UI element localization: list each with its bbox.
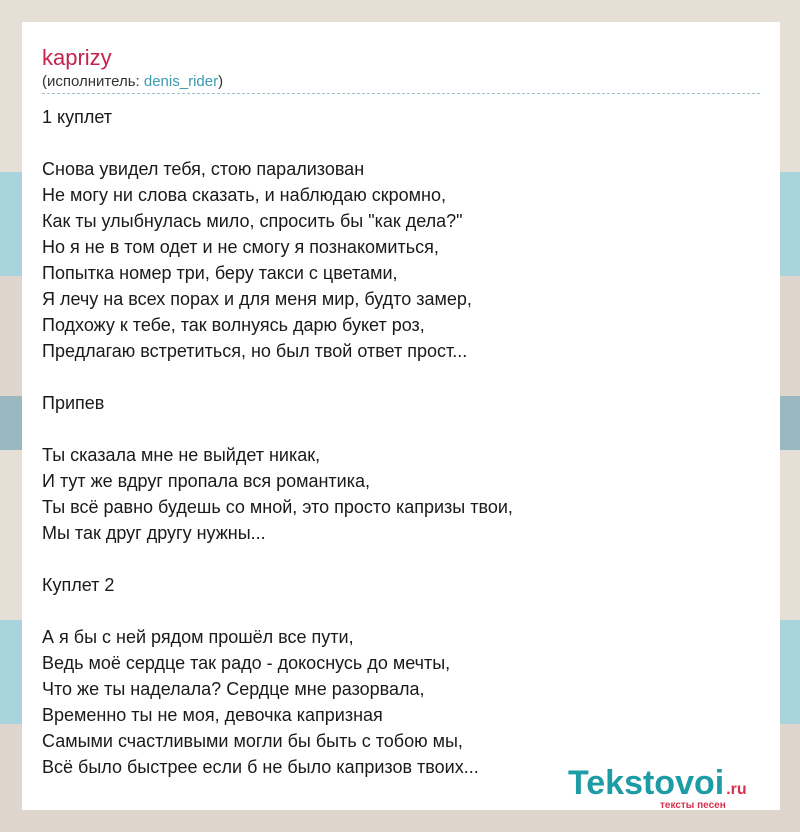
- lyric-line: Всё было быстрее если б не было капризов твоих...: [42, 757, 479, 777]
- lyric-line: Куплет 2: [42, 575, 115, 595]
- lyric-line: Ты сказала мне не выйдет никак,: [42, 445, 321, 465]
- lyric-line: Я лечу на всех порах и для меня мир, будто замер,: [42, 289, 472, 309]
- song-title: kaprizy: [42, 45, 112, 70]
- lyrics-card: [22, 22, 780, 810]
- lyric-line: Ты всё равно будешь со мной, это просто капризы твои,: [42, 497, 513, 517]
- performer-suffix: ): [218, 73, 224, 90]
- lyric-line: Что же ты наделала? Сердце мне разорвала,: [42, 679, 425, 699]
- lyric-line: А я бы с ней рядом прошёл все пути,: [42, 627, 354, 647]
- lyric-line: [42, 546, 752, 572]
- lyric-line: Предлагаю встретиться, но был твой ответ прост...: [42, 341, 468, 361]
- lyric-line: [42, 416, 752, 442]
- lyric-line: Припев: [42, 393, 105, 413]
- lyric-line: Подхожу к тебе, так волнуясь дарю букет роз,: [42, 315, 425, 335]
- lyric-line: Временно ты не моя, девочка капризная: [42, 705, 383, 725]
- lyric-line: Не могу ни слова сказать, и наблюдаю скромно,: [42, 185, 446, 205]
- logo-tagline: тексты песен: [660, 800, 726, 811]
- lyric-line: 1 куплет: [42, 107, 112, 127]
- header-divider: [42, 93, 760, 94]
- logo-domain: .ru: [726, 781, 747, 798]
- lyric-line: Ведь моё сердце так радо - докоснусь до мечты,: [42, 653, 451, 673]
- lyric-line: [42, 130, 752, 156]
- lyric-line: Попытка номер три, беру такси с цветами,: [42, 263, 398, 283]
- lyric-line: Снова увидел тебя, стою парализован: [42, 159, 365, 179]
- performer-link[interactable]: denis_rider: [143, 73, 219, 90]
- lyric-line: Но я не в том одет и не смогу я познакомиться,: [42, 237, 439, 257]
- logo-main-text: Tekstovoi: [568, 764, 725, 802]
- site-logo[interactable]: [568, 763, 778, 811]
- performer-line: [42, 73, 223, 91]
- lyric-line: Мы так друг другу нужны...: [42, 523, 266, 543]
- lyric-line: [42, 598, 752, 624]
- lyric-line: И тут же вдруг пропала вся романтика,: [42, 471, 370, 491]
- lyric-line: Самыми счастливыми могли бы быть с тобою мы,: [42, 731, 463, 751]
- performer-prefix: (исполнитель:: [42, 73, 144, 90]
- lyrics-text: [42, 104, 752, 780]
- lyric-line: Как ты улыбнулась мило, спросить бы "как дела?": [42, 211, 463, 231]
- lyric-line: [42, 364, 752, 390]
